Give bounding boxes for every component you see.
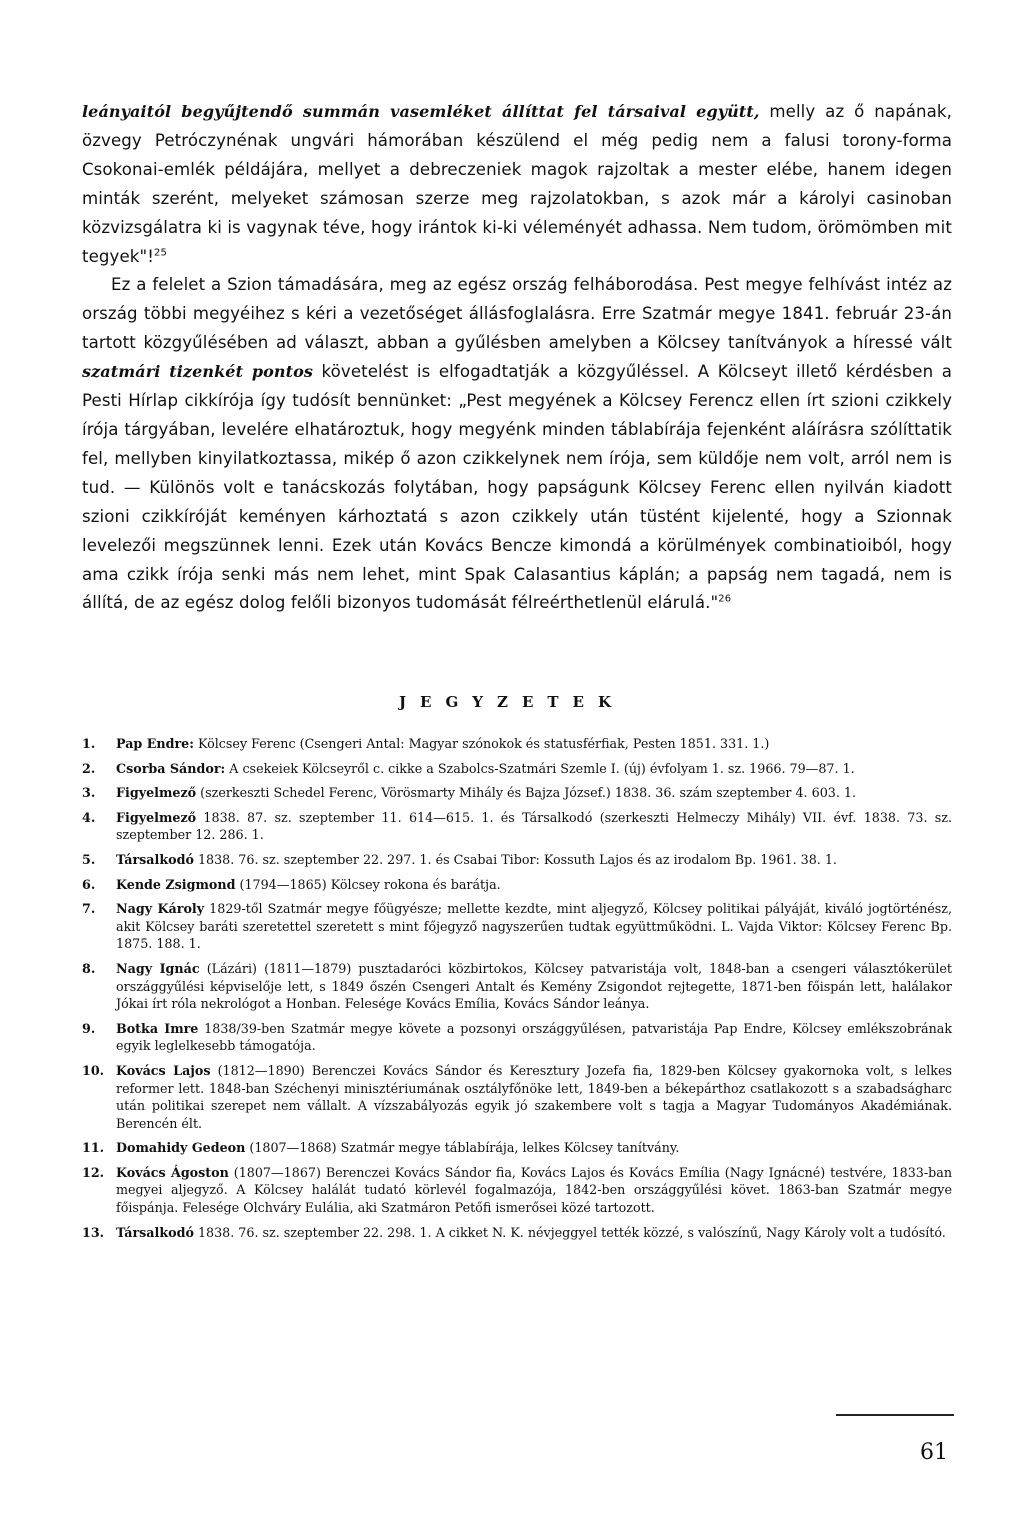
note-body: (szerkeszti Schedel Ferenc, Vörösmarty Mihály és Bajza József.) 1838. 36. szám szeptember 4. 603. 1.: [196, 785, 857, 801]
note-body: (1807—1868) Szatmár megye táblabírája, lelkes Kölcsey tanítvány.: [245, 1140, 680, 1156]
note-item: [82, 784, 952, 802]
note-author: Figyelmező: [116, 785, 197, 801]
note-item: [82, 1020, 952, 1055]
note-author: Társalkodó: [116, 851, 194, 867]
note-author: Nagy Ignác: [116, 960, 200, 976]
note-number: 12.: [82, 1164, 105, 1180]
divider-line: [836, 1414, 954, 1416]
paragraph-text: követelést is elfogadtatják a közgyűléssel. A Kölcseyt illető kérdésben a Pesti Hírlap cikkírója így tudósít bennünket: „Pest megyének a Kölcsey Ferencz ellen írt szioni czikkely írója tárgyában, levelére elhatároztuk, hogy megyénk minden táblabírája fejenként aláírásra szólíttatik fel, mellyben kinyilatkoztassa, mikép ő azon czikkelynek nem írója, sem küldője nem volt, arról nem is tud. — Különös volt e tanácskozás folytában, hogy papságunk Kölcsey Ferenc ellen nyilván kiadott szioni czikkíróját keményen kárhoztatá s azon czikkely után tüstént kijelenté, hogy a Szionnak levelezői megszünnek lenni. Ezek után Kovács Bencze kimondá a körülmények combinatioiból, hogy ama czikk írója senki más nem lehet, mint Spak Calasantius káplán; a papság nem tagadá, nem is állítá, de az egész dolog felőli bizonyos tudomását félreérthetlenül elárulá.": [82, 362, 952, 613]
note-author: Társalkodó: [116, 1224, 194, 1240]
note-number: 4.: [82, 809, 96, 825]
notes-list: [82, 735, 952, 1248]
note-item: [82, 735, 952, 753]
note-body: 1838. 87. sz. szeptember 11. 614—615. 1. és Társalkodó (szerkeszti Helmeczy Mihály) VII. évf. 1838. 73. sz. szeptember 12. 286. 1.: [116, 809, 952, 843]
note-body: 1838. 76. sz. szeptember 22. 298. 1. A cikket N. K. névjeggyel tették közzé, s valószínű, Nagy Károly volt a tudósító.: [193, 1224, 946, 1240]
note-text: [116, 735, 952, 753]
note-item: [82, 1164, 952, 1217]
note-body: (Lázári) (1811—1879) pusztadaróci közbirtokos, Kölcsey patvaristája volt, 1848-ban a csengeri választókerület országgyűlési képviselője lett, s 1849 őszén Csengeri Antalt és Kemény Zsigondot rejtegette, 1871-ben főispán lett, halálakor Jókai írt róla nekrológot a Honban. Felesége Kovács Emília, Kovács Sándor leánya.: [116, 960, 952, 1012]
page-number: 61: [920, 1440, 948, 1465]
note-body: (1794—1865) Kölcsey rokona és barátja.: [235, 876, 501, 892]
note-author: Kende Zsigmond: [116, 876, 236, 892]
note-item: [82, 1139, 952, 1157]
note-item: [82, 1224, 952, 1242]
note-body: (1807—1867) Berenczei Kovács Sándor fia, Kovács Lajos és Kovács Emília (Nagy Ignácné) testvére, 1833-ban megyei aljegyző. A Kölcsey halálát tudató körlevél fogalmazója, 1842-ben országgyűlési követ. 1863-ban Szatmár megye főispánja. Felesége Olchváry Eulália, aki Szatmáron Petőfi ismerősei közé tartozott.: [116, 1164, 952, 1216]
note-number: 11.: [82, 1140, 105, 1156]
note-text: [116, 760, 952, 778]
note-author: Botka Imre: [116, 1020, 199, 1036]
note-body: 1829-től Szatmár megye főügyésze; mellette kezdte, mint aljegyző, Kölcsey politikai pályáját, kiváló jogtörténész, akit Kölcsey baráti szeretettel szeretett s mint főjegyző nagyszerűen tudtak együttműködni. L. Vajda Viktor: Kölcsey Ferenc Bp. 1875. 188. 1.: [116, 901, 952, 952]
note-item: [82, 900, 952, 953]
note-body: (1812—1890) Berenczei Kovács Sándor és Keresztury Jozefa fia, 1829-ben Kölcsey gyakornoka volt, s lelkes reformer lett. 1848-ban Széchenyi minisztériumának osztályfőnöke lett, 1849-ben a békepárthoz csatlakozott s a szabadságharc után politikai szerepet nem vállalt. A vízszabályozás egyik jó szakembere volt s tagja a Magyar Tudományos Akadémiának. Berencén élt.: [116, 1062, 952, 1131]
note-text: [116, 1139, 952, 1157]
note-text: [116, 1164, 952, 1217]
note-number: 1.: [82, 736, 96, 751]
note-number: 10.: [82, 1062, 105, 1078]
note-author: Pap Endre:: [116, 736, 194, 751]
note-item: [82, 851, 952, 869]
note-body: 1838. 76. sz. szeptember 22. 297. 1. és Csabai Tibor: Kossuth Lajos és az irodalom Bp. 1961. 38. 1.: [193, 851, 837, 867]
note-item: [82, 876, 952, 894]
note-author: Nagy Károly: [116, 901, 205, 917]
note-author: Figyelmező: [116, 809, 197, 825]
note-text: [116, 809, 952, 844]
note-text: [116, 960, 952, 1013]
note-number: 8.: [82, 960, 96, 976]
note-number: 7.: [82, 901, 96, 917]
paragraph-1: [82, 98, 952, 271]
footnote-ref: 26: [718, 593, 732, 605]
note-text: [116, 1224, 952, 1242]
note-number: 2.: [82, 760, 96, 776]
note-item: [82, 1062, 952, 1132]
notes-heading: JEGYZETEK: [398, 693, 626, 711]
main-text: [82, 98, 952, 618]
note-author: Csorba Sándor:: [116, 760, 226, 776]
note-number: 5.: [82, 851, 96, 867]
note-text: [116, 900, 952, 953]
note-item: [82, 960, 952, 1013]
note-text: [116, 876, 952, 894]
paragraph-text: Ez a felelet a Szion támadására, meg az egész ország felháborodása. Pest megye felhívást intéz az ország többi megyéihez s kéri a vezetőséget állásfoglalásra. Erre Szatmár megye 1841. február 23-án tartott közgyűlésében ad választ, abban a gyűlésben amelyben a Kölcsey tanítványok a híressé vált: [82, 275, 953, 353]
paragraph-text: melly az ő napának, özvegy Petróczynénak ungvári hámorában készülend el még pedig nem a falusi torony-forma Csokonai-emlék példájára, mellyet a debreczeniek magok rajzoltak a mester elébe, hanem idegen minták szerént, melyeket számosan szerze meg rajzolatokban, s azok már a károlyi casinoban közvizsgálatra ki is vagynak téve, hogy irántok ki-ki véleményét adhassa. Nem tudom, örömömben mit tegyek"!: [82, 102, 952, 266]
note-text: [116, 1062, 952, 1132]
note-text: [116, 851, 952, 869]
note-author: Kovács Lajos: [116, 1062, 211, 1078]
note-text: [116, 1020, 952, 1055]
paragraph-2: [82, 271, 952, 618]
italic-phrase: leányaitól begyűjtendő summán vasemléket állíttat fel társaival együtt,: [82, 102, 760, 121]
note-text: [116, 784, 952, 802]
note-item: [82, 760, 952, 778]
note-number: 3.: [82, 785, 96, 801]
italic-phrase: szatmári tizenkét pontos: [82, 362, 314, 382]
note-number: 13.: [82, 1224, 105, 1240]
note-number: 6.: [82, 876, 96, 892]
note-number: 9.: [82, 1020, 96, 1036]
note-item: [82, 809, 952, 844]
note-author: Domahidy Gedeon: [116, 1140, 246, 1156]
note-author: Kovács Ágoston: [116, 1164, 229, 1180]
note-body: 1838/39-ben Szatmár megye követe a pozsonyi országgyűlésen, patvaristája Pap Endre, Kölcsey emlékszobrának egyik leglelkesebb támogatója.: [116, 1020, 953, 1054]
note-body: A csekeiek Kölcseyről c. cikke a Szabolcs-Szatmári Szemle I. (új) évfolyam 1. sz. 1966. 79—87. 1.: [225, 760, 855, 776]
footnote-ref: 25: [153, 247, 167, 258]
note-body: Kölcsey Ferenc (Csengeri Antal: Magyar szónokok és statusférfiak, Pesten 1851. 331. 1.): [193, 736, 770, 751]
